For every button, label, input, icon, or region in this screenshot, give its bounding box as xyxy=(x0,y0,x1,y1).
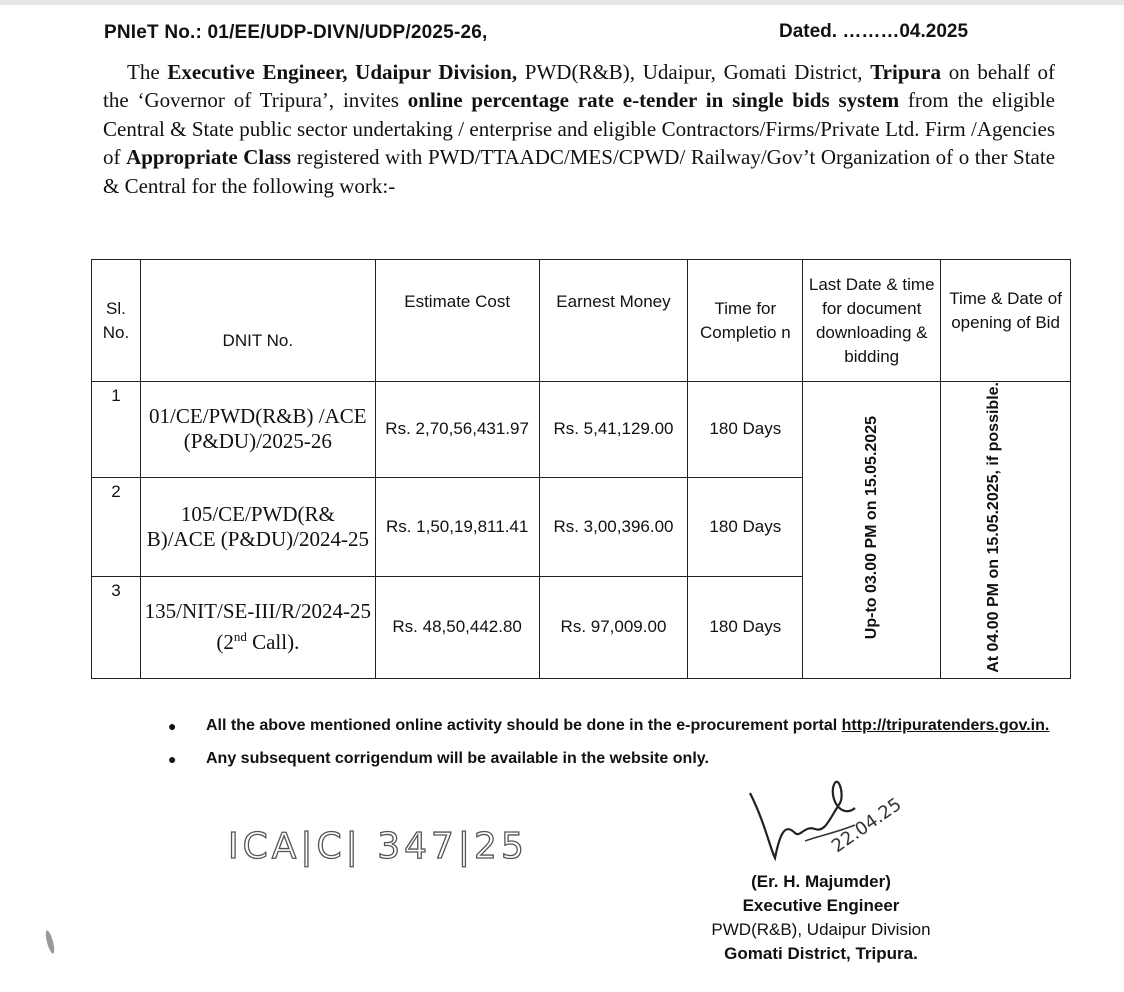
row-3-earnest: Rs. 97,009.00 xyxy=(539,576,688,678)
last-date-cell xyxy=(803,382,941,679)
col-header-time: Time for Completio n xyxy=(688,260,803,382)
list-item: ● Any subsequent corrigendum will be available in the website only. xyxy=(168,748,1049,781)
col-header-estimate: Estimate Cost xyxy=(375,260,539,382)
row-2-dnit: 105/CE/PWD(R& B)/ACE (P&DU)/2024-25 xyxy=(140,477,375,576)
row-3-dnit: 135/NIT/SE-III/R/2024-25 (2nd Call). xyxy=(140,576,375,678)
handwritten-reference xyxy=(228,818,528,888)
row-3-time: 180 Days xyxy=(688,576,803,678)
row-1-time: 180 Days xyxy=(688,382,803,478)
row-1-dnit: 01/CE/PWD(R&B) /ACE (P&DU)/2025-26 xyxy=(140,382,375,478)
intro-paragraph: The Executive Engineer, Udaipur Division, PWD(R&B), Udaipur, Gomati District, Tripura on behalf of the ‘Governor of Tripura’, invites online percentage rate e-tender in single bids system from the eligible Central & State public sector undertaking / enterprise and eligible Contractors/Firms/Private Ltd. Firm /Agencies of Appropriate Class registered with PWD/TTAADC/MES/CPWD/ Railway/Gov’t Organization of o ther State & Central for the following work:- xyxy=(103,60,1056,198)
row-1-estimate: Rs. 2,70,56,431.97 xyxy=(375,382,539,478)
opening-value: At 04.00 PM on 15.05.2025, if possible. xyxy=(984,382,1002,673)
svg-text:22.04.25: 22.04.25 xyxy=(827,793,906,858)
signatory-office: PWD(R&B), Udaipur Division xyxy=(711,920,931,939)
row-1-earnest: Rs. 5,41,129.00 xyxy=(539,382,688,478)
row-2-earnest: Rs. 3,00,396.00 xyxy=(539,477,688,576)
scan-top-band xyxy=(0,0,1124,5)
row-1-sl: 1 xyxy=(92,382,141,478)
list-item: ● All the above mentioned online activity should be done in the e-procurement portal http://tripuratenders.gov.in. xyxy=(168,715,1049,748)
bullet-icon: ● xyxy=(168,751,177,767)
row-2-estimate: Rs. 1,50,19,811.41 xyxy=(375,477,539,576)
signatory-block xyxy=(701,870,941,966)
notice-number: PNIeT No.: 01/EE/UDP-DIVN/UDP/2025-26, xyxy=(104,22,488,43)
row-3-estimate: Rs. 48,50,442.80 xyxy=(375,576,539,678)
table-row xyxy=(92,382,1071,478)
last-date-value: Up-to 03.00 PM on 15.05.2025 xyxy=(862,415,880,639)
contractor-class: Appropriate Class xyxy=(126,145,292,170)
signatory-district: Gomati District, Tripura. xyxy=(724,944,918,963)
col-header-dnit: DNIT No. xyxy=(140,260,375,382)
signatory-designation: Executive Engineer xyxy=(742,896,900,915)
portal-link[interactable]: http://tripuratenders.gov.in. xyxy=(841,717,1050,734)
row-2-sl: 2 xyxy=(92,477,141,576)
tender-type: online percentage rate e-tender in single bids system xyxy=(407,88,900,113)
table-header-row xyxy=(92,260,1071,382)
signatory-name: (Er. H. Majumder) xyxy=(751,872,891,891)
col-header-earnest: Earnest Money xyxy=(539,260,688,382)
row-2-time: 180 Days xyxy=(688,477,803,576)
state-name: Tripura xyxy=(870,60,942,84)
scan-smudge xyxy=(40,925,60,960)
issuing-authority: Executive Engineer, Udaipur Division, xyxy=(167,60,518,84)
bullet-icon: ● xyxy=(168,718,177,734)
tender-works-table xyxy=(91,259,1071,679)
notice-date: Dated. ………04.2025 xyxy=(779,21,969,42)
signature-image xyxy=(745,763,925,873)
col-header-last-date: Last Date & time for document downloading & bidding xyxy=(803,260,941,382)
svg-text:ICA|C| 347|25: ICA|C| 347|25 xyxy=(228,826,528,867)
col-header-opening: Time & Date of opening of Bid xyxy=(941,260,1071,382)
col-header-sl: Sl. No. xyxy=(92,260,141,382)
row-3-sl: 3 xyxy=(92,576,141,678)
opening-cell xyxy=(941,382,1071,679)
